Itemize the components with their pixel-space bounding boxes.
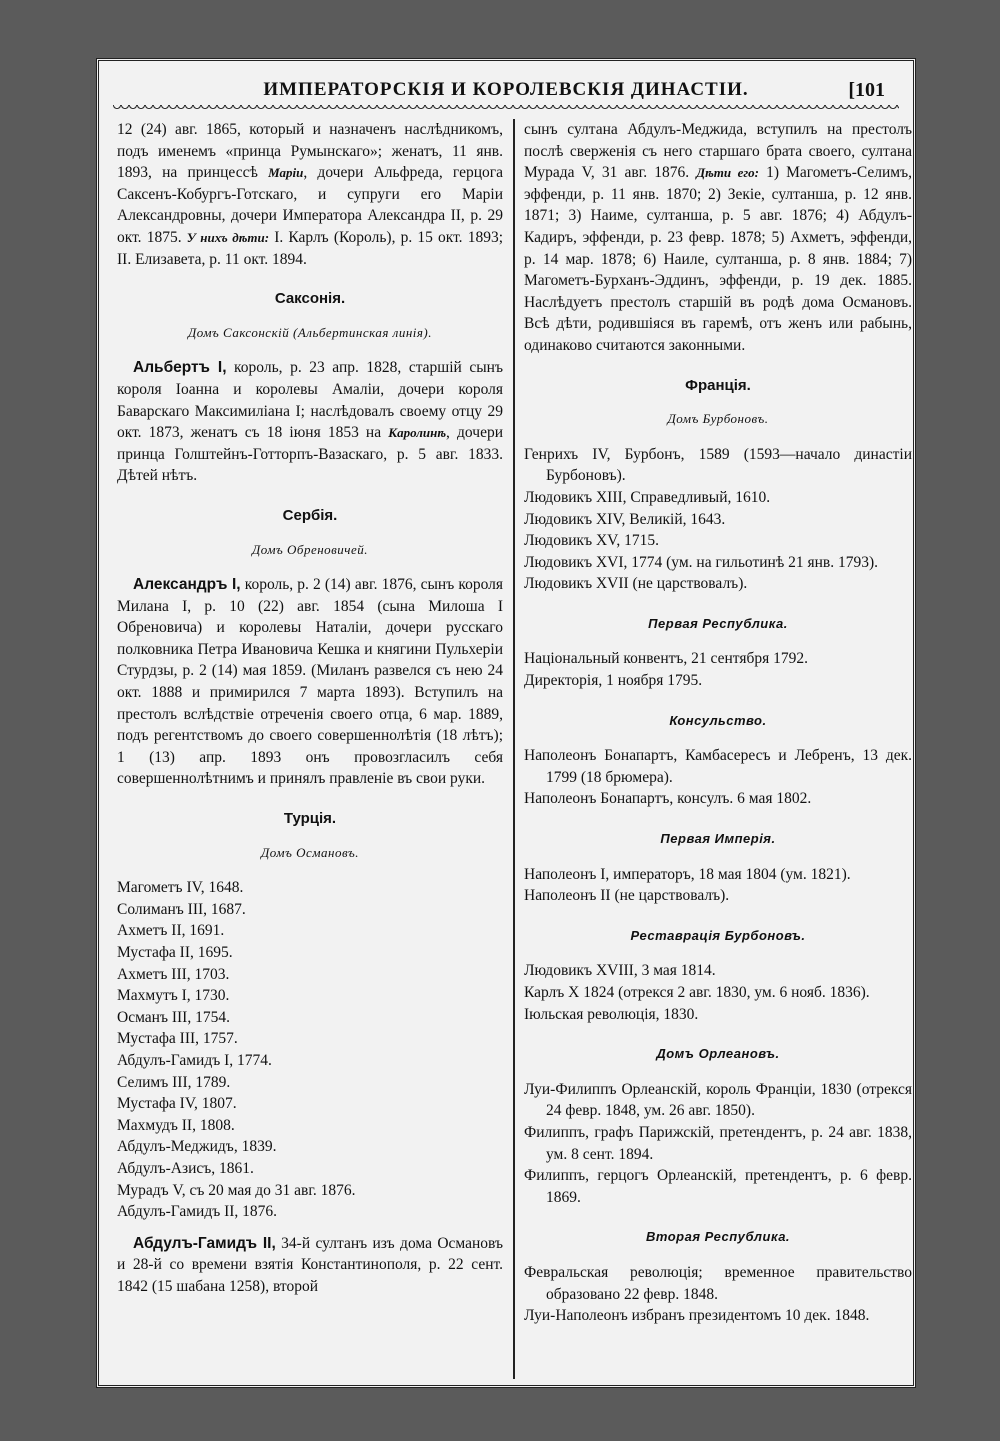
list-item: Людовикъ XV, 1715. [524,532,659,550]
list-item: Генрихъ IV, Бурбонъ, 1589 (1593—начало династіи Бурбоновъ). [524,445,912,485]
page-number: [101 [848,79,885,101]
orleans-list [524,1079,912,1209]
list-item: Людовикъ XIII, Справедливый, 1610. [524,488,771,506]
list-item: Національный конвентъ, 21 сентября 1792. [524,650,808,668]
section-heading-serbia: Сербія. [282,506,338,524]
house-serbia: Домъ Обреновичей. [251,541,369,557]
list-item: Людовикъ XVII (не царствовалъ). [524,575,748,593]
heading-orleans: Домъ Орлеановъ. [656,1046,780,1062]
list-item: Іюльская революція, 1830. [524,1005,699,1023]
list-item: Солиманъ III, 1687. [117,900,246,918]
list-item: Филиппъ, герцогъ Орлеанскій, претендентъ, р. 6 февр. 1869. [524,1167,912,1206]
list-item: Луи-Наполеонъ избранъ президентомъ 10 дек. 1848. [524,1307,870,1325]
list-item: Абдулъ-Азисъ, 1861. [117,1159,254,1177]
list-item: Ахметъ II, 1691. [117,922,225,940]
entry-albert: Альбертъ I, король, р. 23 апр. 1828, старшій сынъ короля Іоанна и королевы Амаліи, дочери короля Баварскаго Максимиліана I; наслѣдовалъ своему отцу 29 окт. 1873, женатъ съ 18 іюня 1853 на Каролинѣ, дочери принца Голштейнъ-Готторпъ-Вазаскаго, р. 5 авг. 1833. Дѣтей нѣтъ. [117,359,503,485]
list-item: Селимъ III, 1789. [117,1073,231,1091]
turkey-continuation: сынъ султана Абдулъ-Меджида, вступилъ на престолъ послѣ сверженія съ него старшаго брата своего, султана Мурада V, 31 авг. 1876. Дѣти его: 1) Магометъ-Селимъ, эффенди, р. 11 янв. 1870; 2) Зекіе, султанша, р. 12 янв. 1871; 3) Наиме, султанша, р. 5 авг. 1876; 4) Абдулъ-Кадиръ, эффенди, р. 23 февр. 1878; 5) Ахметъ, эффенди, р. 14 мар. 1878; 6) Наиле, султанша, р. 8 янв. 1884; 7) Магометъ-Бурханъ-Эддинъ, эффенди, р. 19 дек. 1885. Наслѣдуетъ престолъ старшій въ родѣ дома Османовъ. Всѣ дѣти, родившіяся въ гаремѣ, отъ женъ или рабынь, одинаково считаются законными. [524,121,912,354]
list-item: Наполеонъ I, императоръ, 18 мая 1804 (ум. 1821). [524,865,851,883]
list-item: Абдулъ-Гамидъ II, 1876. [117,1203,278,1221]
first-republic-list [524,648,912,691]
section-heading-france: Франція. [685,376,751,394]
list-item: Магометъ IV, 1648. [117,879,244,897]
section-heading-turkey: Турція. [283,810,337,828]
list-item: Луи-Филиппъ Орлеанскій, король Франціи, 1830 (отрекся 24 февр. 1848, ум. 26 авг. 1850). [524,1080,912,1120]
list-item: Абдулъ-Гамидъ I, 1774. [117,1051,272,1069]
wavy-rule [113,105,899,113]
list-item: Директорія, 1 ноября 1795. [524,672,703,690]
heading-second-republic: Вторая Республика. [645,1229,791,1245]
list-item: Абдулъ-Меджидъ, 1839. [117,1138,277,1156]
list-item: Февральская революція; временное правительство образовано 22 февр. 1848. [524,1263,912,1303]
second-republic-list [524,1262,912,1327]
list-item: Наполеонъ Бонапартъ, консулъ. 6 мая 1802. [524,790,812,808]
list-item: Ахметъ III, 1703. [117,965,230,983]
bourbons-list [524,444,912,595]
list-item: Мурадъ V, съ 20 мая до 31 авг. 1876. [117,1181,356,1199]
turkey-rulers-list [117,877,503,1223]
heading-first-republic: Первая Республика. [648,615,788,631]
consulate-list [524,745,912,810]
heading-consulate: Консульство. [669,712,767,728]
house-saxony: Домъ Саксонскій (Альбертинская линія). [187,324,433,340]
first-empire-list [524,864,912,907]
list-item: Наполеонъ II (не царствовалъ). [524,887,730,905]
running-title: ИМПЕРАТОРСКІЯ И КОРОЛЕВСКІЯ ДИНАСТІИ. [263,79,749,100]
heading-restoration: Реставрація Бурбоновъ. [630,927,806,943]
right-column [524,119,912,1327]
list-item: Людовикъ XVIII, 3 мая 1814. [524,962,716,980]
list-item: Карлъ X 1824 (отрекся 2 авг. 1830, ум. 6 нояб. 1836). [524,984,870,1001]
romania-continuation: 12 (24) авг. 1865, который и назначенъ наслѣдникомъ, подъ именемъ «принца Румынскаго»; женатъ, 11 янв. 1893, на принцессѣ Маріи, дочери Альфреда, герцога Саксенъ-Кобургъ-Готскаго, и супруги его Маріи Александровны, дочери Императора Александра II, р. 29 окт. 1875. У нихъ дѣти: I. Карлъ (Король), р. 15 окт. 1893; II. Елизавета, р. 11 окт. 1894. [117,121,504,268]
left-column [117,119,503,1298]
heading-first-empire: Первая Имперія. [660,831,776,847]
list-item: Мустафа II, 1695. [117,944,233,961]
list-item: Людовикъ XIV, Великій, 1643. [524,510,726,528]
list-item: Мустафа IV, 1807. [117,1095,237,1113]
column-divider [513,119,515,1379]
list-item: Османъ III, 1754. [117,1008,230,1026]
house-turkey: Домъ Османовъ. [261,844,359,860]
house-bourbons: Домъ Бурбоновъ. [667,411,769,427]
list-item: Людовикъ XVI, 1774 (ум. на гильотинѣ 21 янв. 1793). [524,553,879,571]
section-heading-saxony: Саксонія. [274,290,346,308]
list-item: Махмутъ I, 1730. [117,987,230,1005]
list-item: Филиппъ, графъ Парижскій, претендентъ, р. 24 авг. 1838, ум. 8 сент. 1894. [524,1123,912,1163]
page-header [99,67,913,107]
list-item: Махмудъ II, 1808. [117,1116,235,1134]
book-page [96,58,916,1388]
restoration-list [524,960,912,1025]
list-item: Мустафа III, 1757. [117,1030,238,1048]
entry-alexander: Александръ I, король, р. 2 (14) авг. 1876, сынъ короля Милана I, р. 10 (22) авг. 1854 (сына Милоша I Обреновича) и королевы Наталіи, дочери русскаго полковника Петра Ивановича Кешка и княгини Пульхеріи Стурдзы, р. 2 (14) мая 1859. (Миланъ развелся съ нею 24 окт. 1888 и примирился 7 марта 1893). Вступилъ на престолъ вслѣдствіе отреченія своего отца, 6 мар. 1889, подъ регентствомъ до своего совершеннолѣтія (18 лѣтъ); 1 (13) апр. 1893 онъ провозгласилъ себя совершеннолѣтнимъ и принялъ правленіе въ свои руки. [117,576,504,788]
list-item: Наполеонъ Бонапартъ, Камбасересъ и Лебренъ, 13 дек. 1799 (18 брюмера). [524,747,912,786]
entry-abdul-hamid: Абдулъ-Гамидъ II, 34-й султанъ изъ дома Османовъ и 28-й со времени взятія Константинополя, р. 22 сент. 1842 (15 шабана 1258), второй [117,1234,503,1295]
